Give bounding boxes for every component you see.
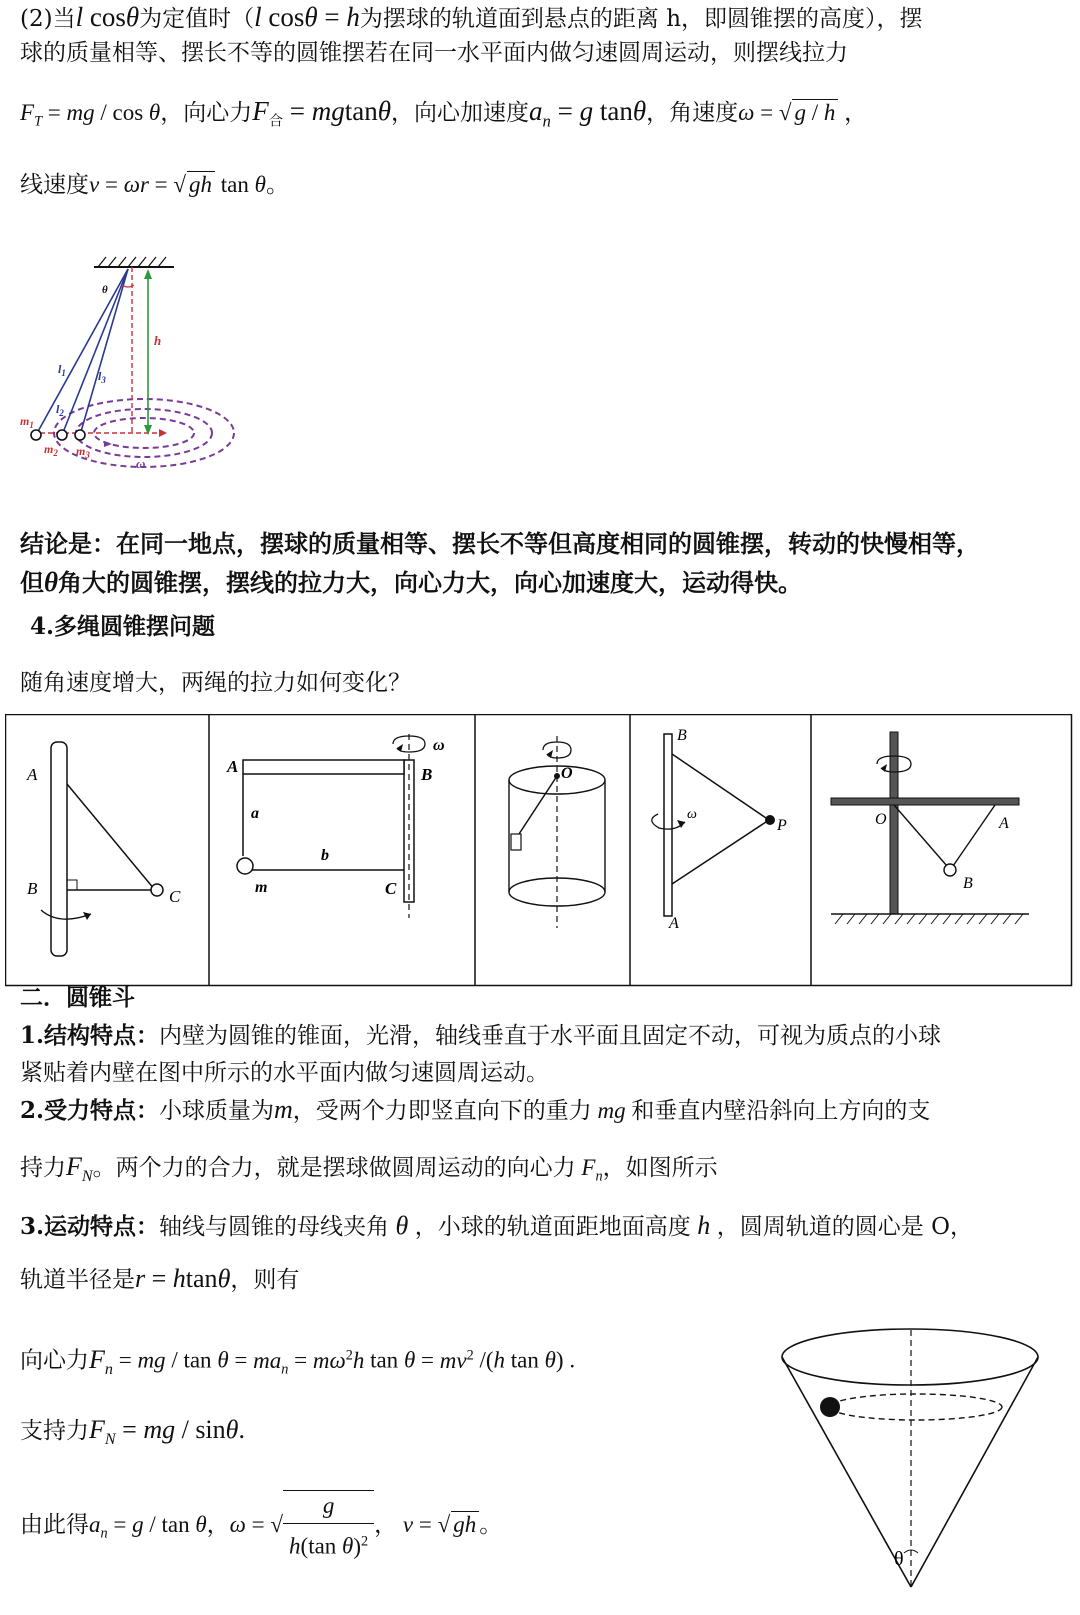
h-label: h bbox=[154, 333, 162, 348]
section2-title: 二．圆锥斗 bbox=[20, 984, 135, 1011]
svg-text:l2 bbox=[56, 402, 64, 418]
ball-m3 bbox=[75, 430, 85, 440]
p4-label-B: B bbox=[677, 727, 687, 744]
section2-p1-line2: 紧贴着内壁在图中所示的水平面内做匀速圆周运动。 bbox=[20, 1060, 549, 1086]
text: 轨道半径是 bbox=[20, 1267, 135, 1293]
text: 2.受力特点： bbox=[20, 1097, 160, 1124]
panel-4 bbox=[652, 727, 787, 932]
p4-label-omega: ω bbox=[687, 807, 697, 822]
para2-line2: 球的质量相等、摆长不等的圆锥摆若在同一水平面内做匀速圆周运动，则摆线拉力 bbox=[20, 40, 848, 66]
text: ，圆周轨道的圆心是 O， bbox=[716, 1214, 973, 1240]
text: ，受两个力即竖直向下的重力 bbox=[292, 1098, 592, 1124]
cone-figure bbox=[780, 1325, 1042, 1605]
text: 内壁为圆锥的锥面，光滑，轴线垂直于水平面且固定不动，可视为质点的小球 bbox=[159, 1023, 942, 1049]
text: 轴线与圆锥的母线夹角 bbox=[159, 1214, 390, 1240]
text: ，小球的轨道面距地面高度 bbox=[414, 1214, 691, 1240]
svg-text:l3 bbox=[98, 369, 106, 385]
para2-line4: 线速度v = ωr = √ gh tan θ。 bbox=[20, 172, 289, 198]
text: 。 bbox=[265, 172, 289, 198]
text: (2)当 bbox=[20, 6, 76, 32]
text: ，角速度 bbox=[646, 100, 739, 126]
text: 但 bbox=[20, 568, 44, 597]
cone-theta-label: θ bbox=[894, 1548, 904, 1570]
equation-support: 支持力$F_N$ = mg / sinθ. bbox=[20, 1415, 245, 1449]
l3-label: l bbox=[98, 369, 102, 383]
multi-rope-figure-table bbox=[5, 714, 1073, 988]
text: 和垂直内壁沿斜向上方向的支 bbox=[631, 1098, 931, 1124]
p4-label-P: P bbox=[777, 817, 787, 834]
section2-p1-line1 bbox=[20, 1021, 941, 1051]
text: 3.运动特点： bbox=[20, 1213, 160, 1240]
text: ， bbox=[374, 1511, 398, 1538]
para2-line1: (2)当l cosθ为定值时（l cosθ = h为摆球的轨道面到悬点的距离 h，即圆锥摆的高度），摆 bbox=[20, 2, 923, 32]
text: ，向心加速度 bbox=[391, 100, 529, 126]
m3-label: m bbox=[76, 444, 86, 458]
p1-label-A: A bbox=[27, 765, 38, 784]
text: 小球质量为 bbox=[159, 1098, 275, 1124]
p3-label-O: O bbox=[561, 765, 573, 782]
ball-m1 bbox=[31, 430, 41, 440]
omega-label: ω bbox=[136, 456, 146, 471]
conclusion-line2: 但θ角大的圆锥摆，摆线的拉力大，向心力大，向心加速度大，运动得快。 bbox=[20, 567, 803, 597]
text: ，则有 bbox=[230, 1267, 300, 1293]
equation-results: 由此得$a_n = g / \tan \theta$，ω = √ $\frac{g}{h(\tan \theta)^2}$ ， v = √ gh 。 bbox=[20, 1490, 502, 1562]
text: 。 bbox=[479, 1511, 503, 1538]
p5-label-A: A bbox=[999, 815, 1009, 832]
panel-1 bbox=[26, 742, 181, 956]
text: ， bbox=[206, 1511, 230, 1538]
l1-sub: 1 bbox=[61, 368, 66, 378]
p1-label-C: C bbox=[169, 887, 181, 906]
para2-line3: $F_T$ = mg / cos θ，向心力$F_合 = mgtan\theta$，向心加速度$a_n = g$ tanθ，角速度ω = √ g / h ， bbox=[20, 96, 868, 131]
p2-label-omega: ω bbox=[433, 737, 445, 754]
text: 。两个力的合力，就是摆球做圆周运动的向心力 bbox=[92, 1155, 576, 1181]
text: 向心力 bbox=[20, 1347, 89, 1374]
equation-centripetal: 向心力$F_n$ = mg / $\tan \theta = ma_n = m\omega^2h$ $\tan \theta = mv^2$ /(h tan θ) . bbox=[20, 1344, 576, 1378]
m2-sub: 2 bbox=[53, 448, 58, 458]
l3-sub: 3 bbox=[101, 375, 106, 385]
ball-m2 bbox=[57, 430, 67, 440]
p2-label-C: C bbox=[385, 879, 397, 898]
l1-label: l bbox=[58, 362, 62, 376]
theta-label: θ bbox=[102, 284, 108, 296]
section4-title: 4.多绳圆锥摆问题 bbox=[30, 613, 216, 640]
l2-sub: 2 bbox=[59, 408, 64, 418]
text: 持力 bbox=[20, 1155, 66, 1181]
text: 线速度 bbox=[20, 172, 89, 198]
svg-text:m2 bbox=[44, 442, 58, 458]
m3-sub: 3 bbox=[85, 450, 90, 460]
p4-label-A: A bbox=[669, 915, 679, 932]
svg-text:l1 bbox=[58, 362, 66, 378]
m2-label: m bbox=[44, 442, 54, 456]
svg-text:m1 bbox=[20, 414, 34, 430]
section2-p2-line1: 2.受力特点：小球质量为m，受两个力即竖直向下的重力 mg 和垂直内壁沿斜向上方向的支 bbox=[20, 1095, 931, 1124]
text: 支持力 bbox=[20, 1418, 89, 1444]
panel-3 bbox=[509, 736, 605, 928]
conical-pendulum-figure bbox=[14, 255, 244, 495]
text: 角大的圆锥摆，摆线的拉力大，向心力大，向心加速度大，运动得快。 bbox=[58, 568, 803, 597]
text: ，如图所示 bbox=[602, 1155, 718, 1181]
section2-p2-line2: 持力$F_N$。两个力的合力，就是摆球做圆周运动的向心力 $F_n$，如图所示 bbox=[20, 1152, 718, 1186]
p2-label-B: B bbox=[421, 765, 433, 784]
m1-sub: 1 bbox=[29, 420, 34, 430]
p2-label-a: a bbox=[251, 805, 259, 822]
p2-label-A: A bbox=[227, 757, 239, 776]
text: 由此得 bbox=[20, 1511, 89, 1538]
ball bbox=[820, 1397, 840, 1417]
panel-2 bbox=[226, 734, 445, 918]
text: ，向心力 bbox=[160, 100, 253, 126]
p2-label-m: m bbox=[255, 879, 268, 896]
conclusion-line1: 结论是：在同一地点，摆球的质量相等、摆长不等但高度相同的圆锥摆，转动的快慢相等， bbox=[20, 529, 980, 558]
l2-label: l bbox=[56, 402, 60, 416]
p5-label-B: B bbox=[963, 875, 973, 892]
section2-p3-line1: 3.运动特点：轴线与圆锥的母线夹角 θ ，小球的轨道面距地面高度 h ，圆周轨道的圆心是 O， bbox=[20, 1211, 973, 1240]
section4-question: 随角速度增大，两绳的拉力如何变化？ bbox=[20, 670, 411, 696]
m1-label: m bbox=[20, 414, 30, 428]
text: 为摆球的轨道面到悬点的距离 h，即圆锥摆的高度），摆 bbox=[359, 6, 923, 32]
section2-p3-line2: 轨道半径是r = htanθ，则有 bbox=[20, 1264, 300, 1293]
p2-label-b: b bbox=[321, 847, 329, 864]
panel-5 bbox=[831, 732, 1029, 924]
p5-label-O: O bbox=[875, 811, 887, 828]
text: 1.结构特点： bbox=[20, 1022, 160, 1049]
text: 为定值时（ bbox=[139, 6, 255, 32]
p1-label-B: B bbox=[27, 879, 38, 898]
